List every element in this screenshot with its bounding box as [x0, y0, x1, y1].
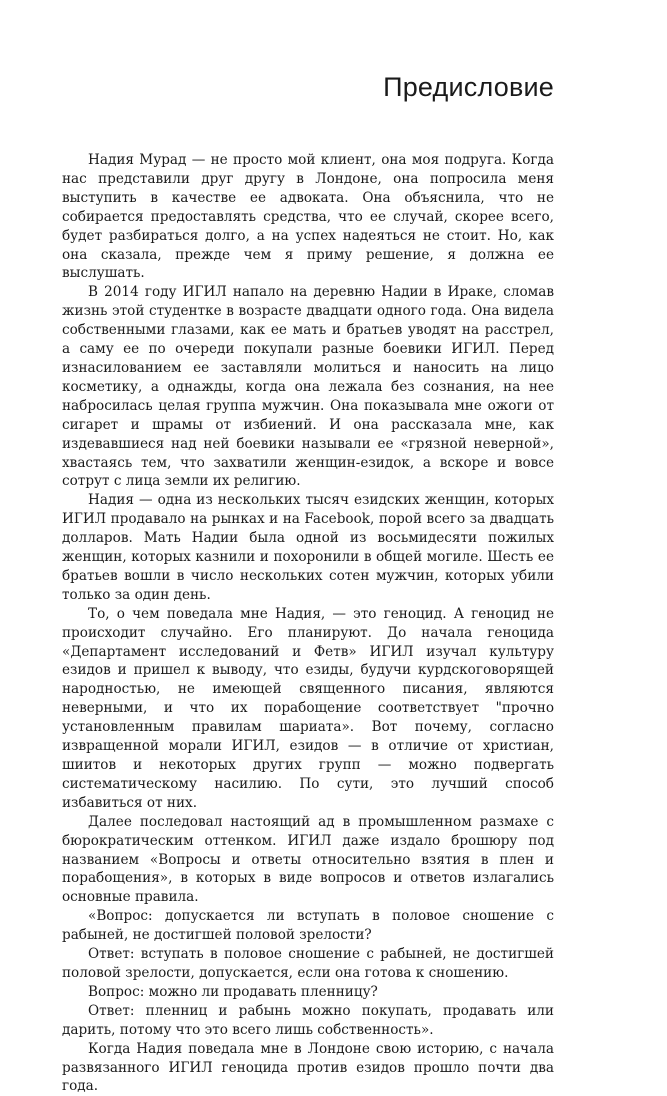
- paragraph: Надия Мурад — не просто мой клиент, она моя подруга. Когда нас представили друг другу в Лондоне, она попросила меня выступить в качестве ее адвоката. Она объяснила, что не собирается предоставлять средства, что ее случай, скорее всего, будет разбираться долго, а на успех надеяться не стоит. Но, как она сказала, прежде чем я приму решение, я должна ее выслушать.: [62, 152, 554, 282]
- quote-question: «Вопрос: допускается ли вступать в половое сношение с рабыней, не достигшей половой зрелости?: [62, 908, 554, 944]
- paragraph: В 2014 году ИГИЛ напало на деревню Надии в Ираке, сломав жизнь этой студентке в возрасте двадцати одного года. Она видела собственными глазами, как ее мать и братьев уводят на расстрел, а саму ее по очереди покупали разные боевики ИГИЛ. Перед изнасилованием ее заставляли молиться и наносить на лицо косметику, а однажды, когда она лежала без сознания, на нее набросилась целая группа мужчин. Она показывала мне ожоги от сигарет и шрамы от избиений. И она рассказала мне, как издевавшиеся над ней боевики называли ее «грязной неверной», хвастаясь тем, что захватили женщин-езидок, а вскоре и вовсе сотрут с лица земли их религию.: [62, 284, 554, 490]
- paragraph: То, о чем поведала мне Надия, — это геноцид. А геноцид не происходит случайно. Его планируют. До начала геноцида «Департамент исследований и Фетв» ИГИЛ изучал культуру езидов и пришел к выводу, что езиды, будучи курдскоговорящей народностью, не имеющей священного писания, являются неверными, и что их порабощение соответствует "прочно установленным правилам шариата». Вот почему, согласно извращенной морали ИГИЛ, езидов — в отличие от христиан, шиитов и некоторых других групп — можно подвергать систематическому насилию. По сути, это лучший способ избавиться от них.: [62, 605, 554, 811]
- quote-answer: Ответ: пленниц и рабынь можно покупать, продавать или дарить, потому что это всего лишь собственность».: [62, 1002, 554, 1038]
- chapter-body: [62, 151, 554, 1096]
- paragraph: Надия — одна из нескольких тысяч езидских женщин, которых ИГИЛ продавало на рынках и на Facebook, порой всего за двадцать долларов. Мать Надии была одной из восьмидесяти пожилых женщин, которых казнили и похоронили в общей могиле. Шесть ее братьев вошли в число нескольких сотен мужчин, которых убили только за один день.: [62, 492, 554, 603]
- paragraph: Когда Надия поведала мне в Лондоне свою историю, с начала развязанного ИГИЛ геноцида против езидов прошло почти два года.: [62, 1040, 554, 1095]
- quote-answer: Ответ: вступать в половое сношение с рабыней, не достигшей половой зрелости, допускается, если она готова к сношению.: [62, 946, 554, 981]
- quote-question: Вопрос: можно ли продавать пленницу?: [88, 983, 378, 1000]
- paragraph: Далее последовал настоящий ад в промышленном размахе с бюрократическим оттенком. ИГИЛ даже издало брошюру под названием «Вопросы и ответы относительно взятия в плен и порабощения», в которых в виде вопросов и ответов излагались основные правила.: [62, 813, 554, 906]
- chapter-title: Предисловие: [383, 72, 554, 102]
